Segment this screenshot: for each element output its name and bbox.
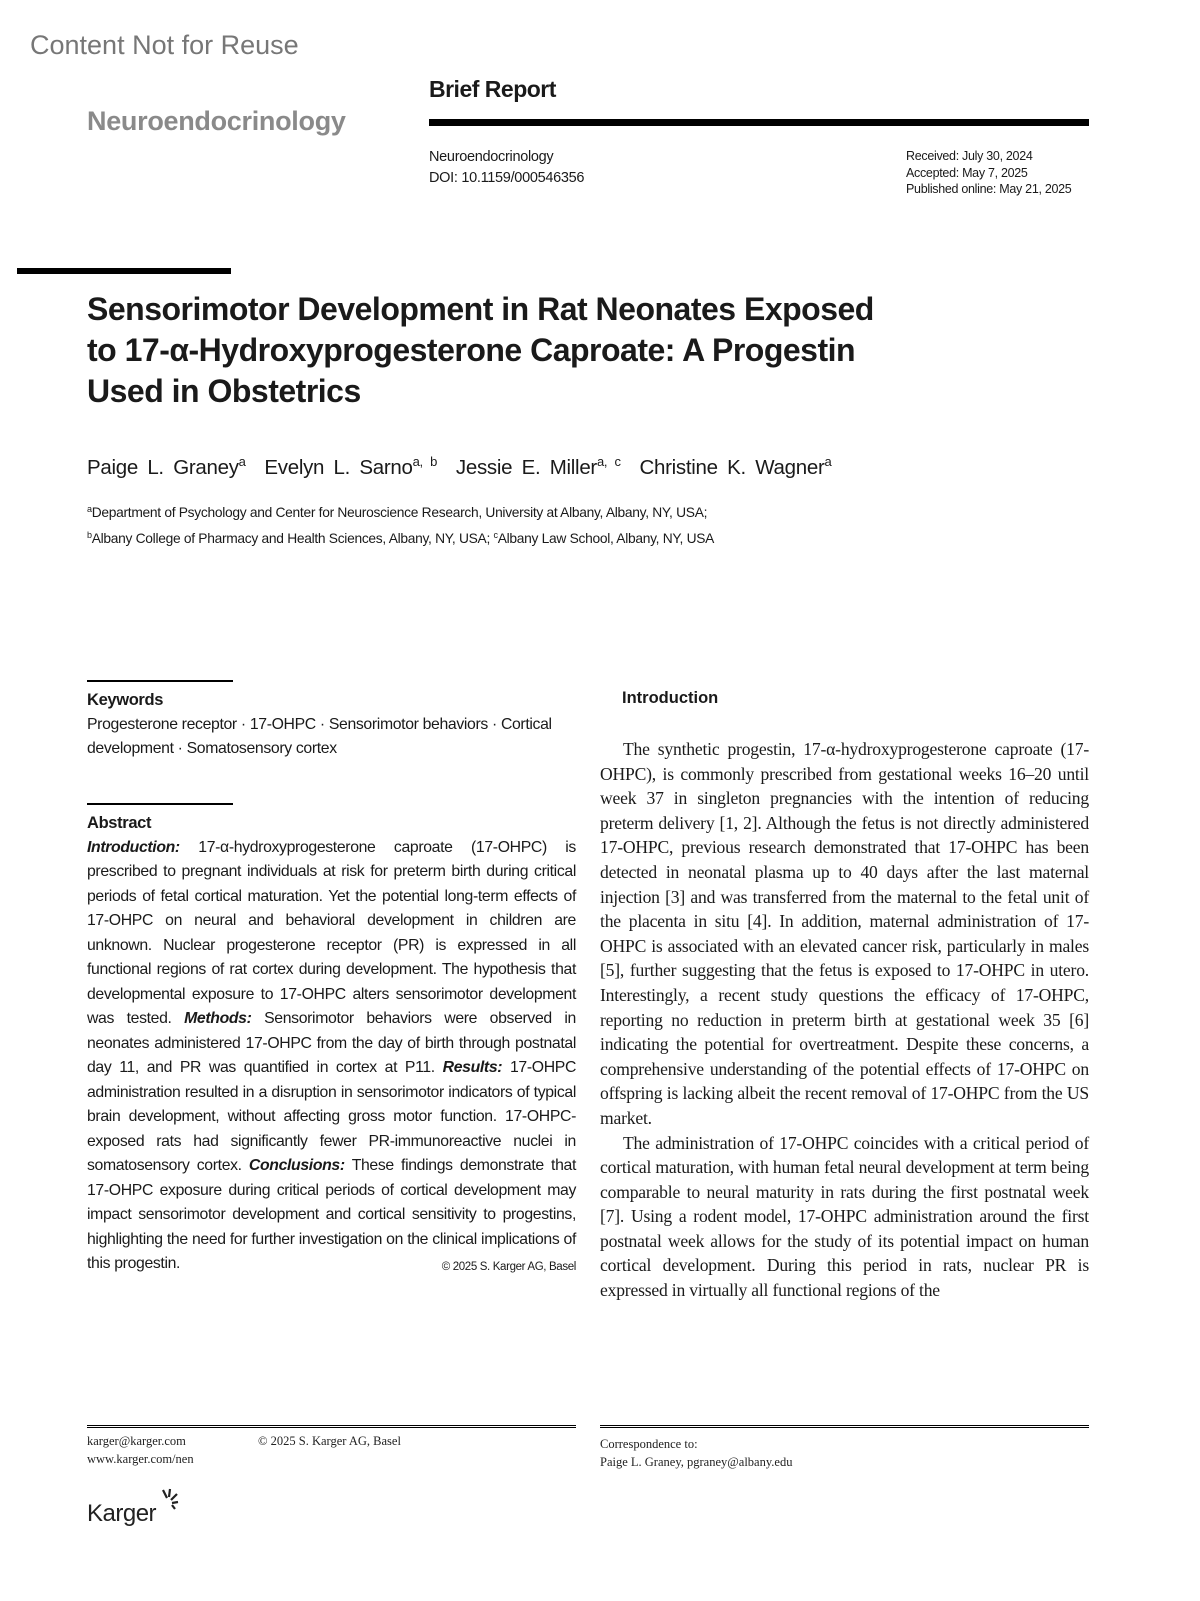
- abstract-section: [87, 811, 576, 1280]
- publisher-email[interactable]: karger@karger.com: [87, 1434, 186, 1448]
- abstract-rule: [87, 803, 233, 805]
- paragraph: The administration of 17-OHPC coincides with a critical period of cortical maturation, with human fetal neural development at term being comparable to neural maturity in rats during the first postnatal week [7]. Using a rodent model, 17-OHPC administration around the first postnatal week allows for the study of its potential impact on human cortical development. During this period in rats, nuclear PR is expressed in virtually all functional regions of the: [600, 1132, 1089, 1301]
- affiliations: $^a$Department of Psychology and Center for Neuroscience Research, University at Albany, Albany, NY, USA; $^b$Albany College of Pharmacy and Health Sciences, Albany, NY, USA; $^c$Albany Law School, Albany, NY, USA: [87, 504, 715, 546]
- abstract-text: Introduction: 17-α-hydroxyprogesterone caproate (17-OHPC) is prescribed to pregnant individuals at risk for preterm birth during critical periods of fetal cortical maturation. Yet the potential long-term effects of 17-OHPC on neural and behavioral development in children are unknown. Nuclear progesterone receptor (PR) is expressed in all functional regions of rat cortex during development. The hypothesis that developmental exposure to 17-OHPC alters sensorimotor development was tested. Methods: Sensorimotor behaviors were observed in neonates administered 17-OHPC from the day of birth through postnatal day 11, and PR was quantified in cortex at P11. Results: 17-OHPC administration resulted in a disruption in sensorimotor indicators of typical brain development, without affecting gross motor function. 17-OHPC-exposed rats had significantly fewer PR-immunoreactive nuclei in somatosensory cortex. Conclusions: These findings demonstrate that 17-OHPC exposure during critical periods of cortical development may impact sensorimotor development and cortical sensitivity to progestins, highlighting the need for further investigation on the clinical implications of this progestin. © 2025 S. Karger AG, Basel: [87, 836, 576, 1277]
- karger-logo-icon: [159, 1488, 181, 1516]
- correspondence: [600, 1435, 792, 1471]
- publisher-contact: [87, 1432, 194, 1468]
- keywords-section: [87, 688, 576, 762]
- publisher-website[interactable]: www.karger.com/nen: [87, 1452, 194, 1466]
- published-date: Published online: May 21, 2025: [906, 182, 1072, 196]
- watermark: Content Not for Reuse: [30, 30, 299, 60]
- keywords-text: Progesterone receptor · 17-OHPC · Sensorimotor behaviors · Cortical development · Somatosensory cortex: [87, 715, 552, 757]
- affiliation-b: Albany College of Pharmacy and Health Sciences, Albany, NY, USA;: [91, 531, 490, 546]
- received-date: Received: July 30, 2024: [906, 149, 1033, 163]
- article-dates: [906, 148, 1071, 198]
- report-type: Brief Report: [429, 76, 556, 102]
- correspondence-contact[interactable]: Paige L. Graney, pgraney@albany.edu: [600, 1455, 793, 1469]
- author[interactable]: Christine K. Wagner$^a$: [639, 454, 832, 479]
- abstract-copyright: © 2025 S. Karger AG, Basel: [441, 1261, 576, 1273]
- header-rule: [429, 119, 1089, 126]
- accepted-date: Accepted: May 7, 2025: [906, 165, 1028, 180]
- author[interactable]: Jessie E. Miller$^{a, c}$: [455, 454, 621, 479]
- footer-copyright: © 2025 S. Karger AG, Basel: [258, 1434, 401, 1448]
- introduction-heading: Introduction: [622, 689, 719, 707]
- journal-logo: Neuroendocrinology: [87, 106, 346, 136]
- article-meta: [429, 147, 584, 189]
- karger-logo: Karger: [87, 1500, 156, 1528]
- author[interactable]: Paige L. Graney$^a$: [87, 454, 246, 479]
- article-title: Sensorimotor Development in Rat Neonates Exposed to 17-α-Hydroxyprogesterone Caproate: A Progestin Used in Obstetrics: [87, 291, 874, 409]
- journal-name: Neuroendocrinology: [429, 149, 554, 165]
- keywords-rule: [87, 680, 233, 682]
- keywords-heading: Keywords: [87, 691, 164, 709]
- affiliation-c: Albany Law School, Albany, NY, USA: [497, 531, 715, 546]
- footer-rule-left: [87, 1425, 576, 1428]
- affiliation-a: Department of Psychology and Center for Neuroscience Research, University at Albany, Albany, NY, USA;: [91, 505, 708, 520]
- title-rule: [17, 268, 231, 274]
- abstract-heading: Abstract: [87, 814, 152, 832]
- doi[interactable]: DOI: 10.1159/000546356: [429, 170, 585, 186]
- author-list: [87, 454, 831, 480]
- footer-rule-right: [600, 1425, 1089, 1428]
- paragraph: The synthetic progestin, 17-α-hydroxyprogesterone caproate (17-OHPC), is commonly prescribed from gestational weeks 16–20 until week 37 in singleton pregnancies with the intention of reducing preterm delivery [1, 2]. Although the fetus is not directly administered 17-OHPC, previous research demonstrated that 17-OHPC has been detected in neonatal plasma up to 40 days after the last maternal injection [3] and was transferred from the maternal to the fetal unit of the placenta in situ [4]. In addition, maternal administration of 17-OHPC is associated with an elevated cancer risk, particularly in males [5], further suggesting that the fetus is exposed to 17-OHPC in utero. Interestingly, a recent study questions the efficacy of 17-OHPC, reporting no reduction in preterm birth at gestational week 35 [6] indicating the potential for overtreatment. Despite these concerns, a comprehensive understanding of the potential effects of 17-OHPC on offspring is lacking albeit the recent removal of 17-OHPC from the US market.: [600, 739, 1089, 1128]
- author[interactable]: Evelyn L. Sarno$^{a, b}$: [264, 454, 438, 479]
- introduction-body: [600, 737, 1089, 1303]
- correspondence-label: Correspondence to:: [600, 1437, 698, 1451]
